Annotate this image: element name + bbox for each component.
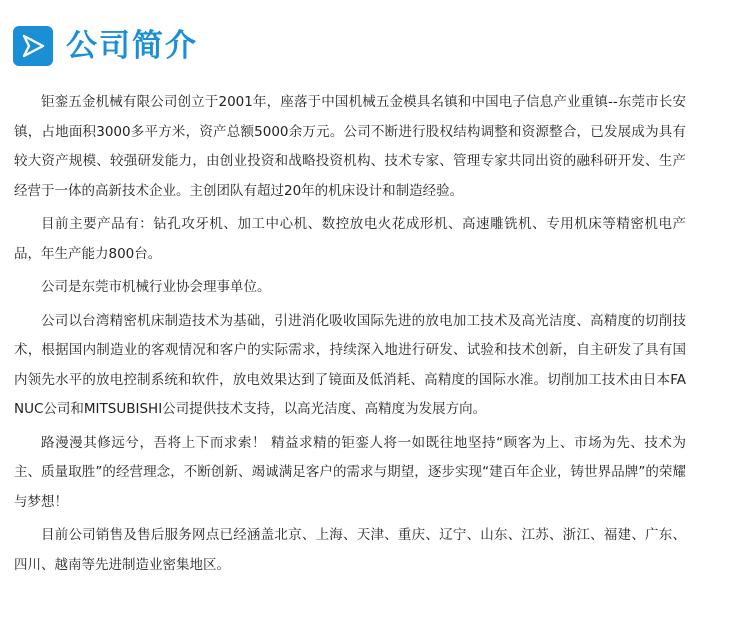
company-intro-body [14, 88, 686, 584]
intro-paragraph-technology: 公司以台湾精密机床制造技术为基础，引进消化吸收国际先进的放电加工技术及高光洁度、高精度的切削技术，根据国内制造业的客观情况和客户的实际需求，持续深入地进行研发、试验和技术创新，自主研发了具有国内领先水平的放电控制系统和软件，放电效果达到了镜面及低消耗、高精度的国际水准。切削加工技术由日本FANUC公司和MITSUBISHI公司提供技术支持，以高光洁度、高精度为发展方向。 [14, 312, 686, 417]
intro-paragraph-products: 目前主要产品有：钻孔攻牙机、加工中心机、数控放电火花成形机、高速雕铣机、专用机床等精密机电产品，年生产能力800台。 [14, 216, 686, 262]
page-title: 公司简介 [66, 28, 198, 64]
intro-paragraph-association: 公司是东莞市机械行业协会理事单位。 [41, 279, 271, 295]
intro-paragraph-service-network: 目前公司销售及售后服务网点已经涵盖北京、上海、天津、重庆、辽宁、山东、江苏、浙江、福建、广东、四川、越南等先进制造业密集地区。 [14, 527, 686, 573]
intro-paragraph-philosophy: 路漫漫其修远兮，吾将上下而求索！ 精益求精的钜銮人将一如既往地坚持“顾客为上、市场为先、技术为主、质量取胜”的经营理念，不断创新、竭诚满足客户的需求与期望，逐步实现“建百年企业，铸世界品牌”的荣耀与梦想！ [14, 434, 686, 510]
section-header [13, 22, 198, 70]
arrow-play-icon [13, 26, 53, 66]
intro-paragraph-company-overview: 钜銮五金机械有限公司创立于2001年，座落于中国机械五金模具名镇和中国电子信息产业重镇--东莞市长安镇，占地面积3000多平方米，资产总额5000余万元。公司不断进行股权结构调整和资源整合，已发展成为具有较大资产规模、较强研发能力，由创业投资和战略投资机构、技术专家、管理专家共同出资的融科研开发、生产经营于一体的高新技术企业。主创团队有超过20年的机床设计和制造经验。 [14, 94, 686, 199]
